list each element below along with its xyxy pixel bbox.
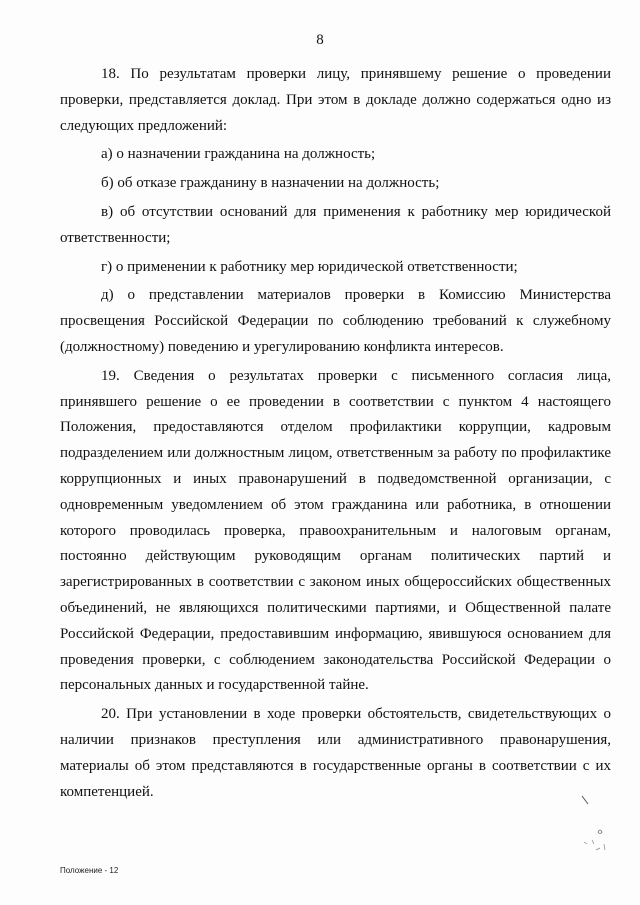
list-item-v: в) об отсутствии оснований для применения к работнику мер юридической ответственности; <box>60 203 611 246</box>
list-item-g: г) о применении к работнику мер юридической ответственности; <box>101 258 518 275</box>
pen-marks <box>570 790 620 860</box>
list-item-a: а) о назначении гражданина на должность; <box>101 146 376 163</box>
paragraph-19: 19. Сведения о результатах проверки с письменного согласия лица, принявшего решение о ее проведении в соответствии с пунктом 4 настоящего Положения, предоставляются отделом профилактики коррупции, кадровым подразделением или должностным лицом, ответственным за работу по профилактике коррупционных и иных правонарушений в подведомственной организации, с одновременным уведомлением об этом гражданина или работника, в отношении которого проводилась проверка, правоохранительным и налоговым органам, постоянно действующим руководящим органам политических партий и зарегистрированных в соответствии с законом иных общероссийских общественных объединений, не являющихся политическими партиями, и Общественной палате Российской Федерации, предоставившим информацию, явившуюся основанием для проведения проверки, с соблюдением законодательства Российской Федерации о персональных данных и государственной тайне. <box>60 367 611 694</box>
page-number: 8 <box>316 32 324 48</box>
list-item-b: б) об отказе гражданину в назначении на должность; <box>101 175 440 192</box>
paragraph-18: 18. По результатам проверки лицу, принявшему решение о проведении проверки, представляется доклад. При этом в докладе должно содержаться одно из следующих предложений: <box>60 66 611 134</box>
list-item-d: д) о представлении материалов проверки в Комиссию Министерства просвещения Российской Федерации по соблюдению требований к служебному (должностному) поведению и урегулированию конфликта интересов. <box>60 287 611 355</box>
document-body <box>60 62 611 805</box>
footer-label: Положение - 12 <box>60 866 119 875</box>
paragraph-20: 20. При установлении в ходе проверки обстоятельств, свидетельствующих о наличии признаков преступления или административного правонарушения, материалы об этом представляются в государственные органы в соответствии с их компетенцией. <box>60 706 611 800</box>
